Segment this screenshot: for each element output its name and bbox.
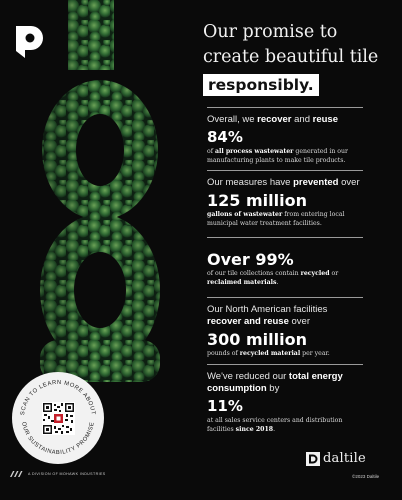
headline-line-1: Our promise to [203, 22, 338, 42]
stat-intro: Overall, we recover and reuse [207, 114, 338, 125]
stat-description: of our tile collections contain recycled or reclaimed materials. [207, 270, 339, 286]
stat-intro-line-2: recover and reuse over [207, 316, 310, 327]
qr-badge-top-text: SCAN TO LEARN MORE ABOUT [20, 379, 96, 416]
headline-highlight: responsibly. [203, 74, 319, 96]
mohawk-arrows-icon [10, 471, 24, 477]
stat-intro: Our measures have prevented over [207, 177, 360, 188]
stat-description: of all process wastewater generated in our manufacturing plants to make tile products. [207, 148, 348, 164]
stat-intro-line-1: Our North American facilities [207, 304, 328, 315]
stat-recycled-collections [207, 237, 363, 287]
p-logo-icon [10, 22, 48, 60]
stat-wastewater-recovery [207, 107, 363, 165]
stat-description: at all sales service centers and distribution facilities since 2018. [207, 417, 343, 433]
headline-line-2: create beautiful tile [203, 47, 379, 67]
brand-name: daltile [323, 451, 366, 466]
stat-value: 125 million [207, 191, 307, 210]
stat-value: 300 million [207, 330, 307, 349]
stat-description: gallons of wastewater from entering local municipal water treatment facilities. [207, 211, 345, 227]
qr-badge-bottom-text: OUR SUSTAINABILITY PROMISE [20, 421, 96, 457]
stat-description: pounds of recycled material per year. [207, 350, 330, 357]
daltile-d-icon [306, 452, 320, 466]
stat-value: 11% [207, 397, 243, 415]
copyright-text: ©2023 Daltile [352, 474, 380, 479]
stat-wastewater-prevented [207, 170, 363, 228]
daltile-brand [306, 451, 366, 466]
qr-code-icon[interactable] [42, 402, 75, 435]
headline [203, 20, 395, 96]
stat-value: Over 99% [207, 250, 294, 269]
qr-code-badge[interactable] [12, 372, 104, 464]
stat-recycled-material [207, 297, 363, 359]
stat-energy-reduction [207, 364, 363, 434]
division-text: A DIVISION OF MOHAWK INDUSTRIES [28, 472, 106, 476]
stat-intro: We've reduced our total energy consumption by [207, 371, 343, 394]
division-credit [10, 471, 106, 477]
stat-value: 84% [207, 128, 243, 146]
